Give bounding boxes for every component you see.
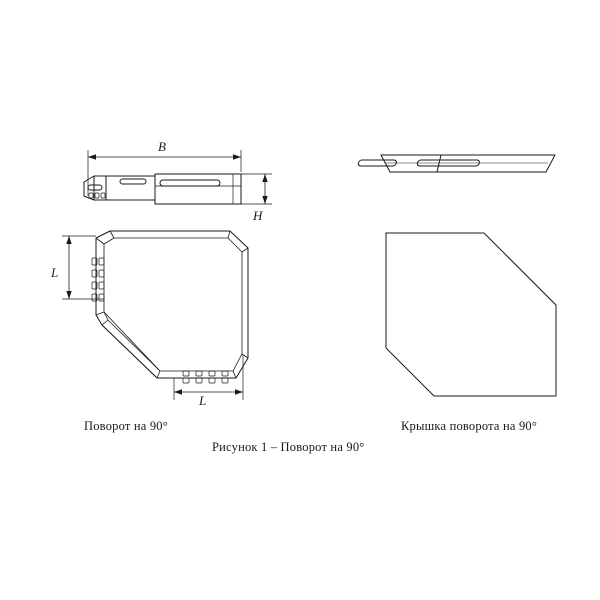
flange-corner-tr2 (242, 248, 248, 252)
dim-arrow-H-bottom (262, 196, 267, 204)
dimension-label-L-horizontal: L (199, 393, 207, 408)
bend-plan-inner-contour (104, 238, 242, 371)
dimension-label-H: H (253, 208, 263, 223)
cover-side-outline (381, 155, 555, 172)
cover-side-division (437, 155, 441, 172)
left-edge-perforations (92, 258, 104, 301)
dimension-label-B: B (158, 139, 166, 154)
bottom-right-view (386, 233, 556, 396)
dim-arrow-B-right (233, 154, 241, 159)
bottom-edge-perforations (183, 371, 228, 383)
dimension-label-L-vertical: L (51, 265, 59, 280)
bend-diagonal-fold (104, 312, 160, 371)
caption-right-view: Крышка поворота на 90° (401, 419, 538, 433)
figure-title: Рисунок 1 – Поворот на 90° (212, 440, 365, 454)
dim-arrow-L2-right (235, 389, 243, 394)
top-face-slot-2 (160, 180, 220, 186)
flange-corner-bl (157, 371, 160, 378)
bend-plan-outline (96, 231, 248, 378)
flange-corner-tr (228, 231, 230, 238)
dim-arrow-L1-bottom (66, 291, 71, 299)
left-plate-slot (88, 185, 102, 190)
dim-arrow-L2-left (174, 389, 182, 394)
dim-arrow-L1-top (66, 236, 71, 244)
bend-profile-outline (84, 174, 241, 204)
flange-corner-tl2 (110, 231, 114, 238)
flange-corner-tl (96, 238, 104, 244)
bottom-left-view (62, 231, 248, 400)
top-face-slot-1 (120, 179, 146, 184)
flange-corner-br2 (233, 371, 236, 378)
dim-arrow-B-left (88, 154, 96, 159)
top-right-view (358, 155, 555, 172)
dim-arrow-H-top (262, 174, 267, 182)
caption-left-view: Поворот на 90° (84, 419, 168, 433)
top-left-view (84, 150, 272, 204)
bend-diagonal-fold-2 (102, 325, 157, 378)
cover-plan-outline (386, 233, 556, 396)
flange-corner-bl2 (102, 320, 108, 325)
left-plate-perforations (89, 193, 105, 198)
flange-corner-l (96, 312, 104, 315)
